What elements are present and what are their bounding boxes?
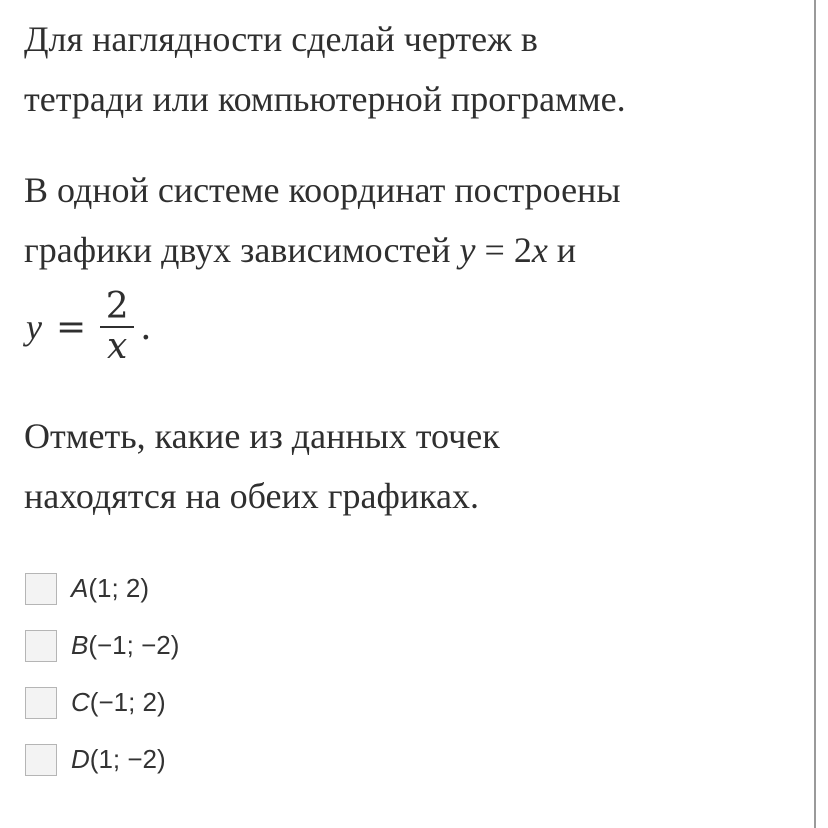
- linear-function-x: x: [531, 230, 548, 270]
- option-a-letter: A: [71, 573, 89, 603]
- option-c-checkbox[interactable]: [25, 687, 57, 719]
- linear-function-eq: =: [475, 230, 514, 270]
- instruction-line-1: Для наглядности сделай чертеж в: [24, 19, 538, 59]
- option-b-checkbox[interactable]: [25, 630, 57, 662]
- option-b[interactable]: [25, 617, 179, 674]
- option-c-letter: C: [71, 687, 90, 717]
- option-d[interactable]: [25, 731, 179, 788]
- option-a-checkbox[interactable]: [25, 573, 57, 605]
- question-paragraph: [24, 406, 500, 526]
- problem-line-1: В одной системе координат построены: [24, 170, 621, 210]
- instruction-line-2: тетради или компьютерной программе.: [24, 79, 626, 119]
- fraction-numerator: 2: [105, 286, 129, 327]
- formula-y: y: [26, 307, 42, 347]
- question-line-2: находятся на обеих графиках.: [24, 476, 480, 516]
- option-c-coords: (−1; 2): [89, 687, 166, 717]
- option-b-label: [71, 630, 179, 661]
- option-d-label: [71, 744, 166, 775]
- formula-fraction: [100, 288, 134, 366]
- instruction-paragraph: [24, 9, 626, 129]
- problem-line-2-suffix: и: [547, 230, 577, 270]
- option-b-letter: B: [71, 630, 89, 660]
- option-a-coords: (1; 2): [88, 573, 150, 603]
- linear-function-y: y: [459, 230, 476, 270]
- hyperbola-formula: [26, 282, 152, 372]
- formula-equals: =: [55, 306, 87, 348]
- option-b-coords: (−1; −2): [88, 630, 180, 660]
- answer-options: [25, 560, 179, 788]
- fraction-denominator: x: [107, 326, 128, 367]
- option-a[interactable]: [25, 560, 179, 617]
- option-d-checkbox[interactable]: [25, 744, 57, 776]
- formula-period: .: [140, 306, 152, 348]
- problem-line-2-prefix: графики двух зависимостей: [24, 230, 460, 270]
- option-c-label: [71, 687, 166, 718]
- option-d-letter: D: [71, 744, 90, 774]
- option-d-coords: (1; −2): [89, 744, 166, 774]
- question-line-1: Отметь, какие из данных точек: [24, 416, 500, 456]
- page-edge-divider: [814, 0, 828, 828]
- linear-function-coef: 2: [513, 230, 532, 270]
- option-a-label: [71, 573, 149, 604]
- problem-paragraph: [24, 160, 621, 280]
- option-c[interactable]: [25, 674, 179, 731]
